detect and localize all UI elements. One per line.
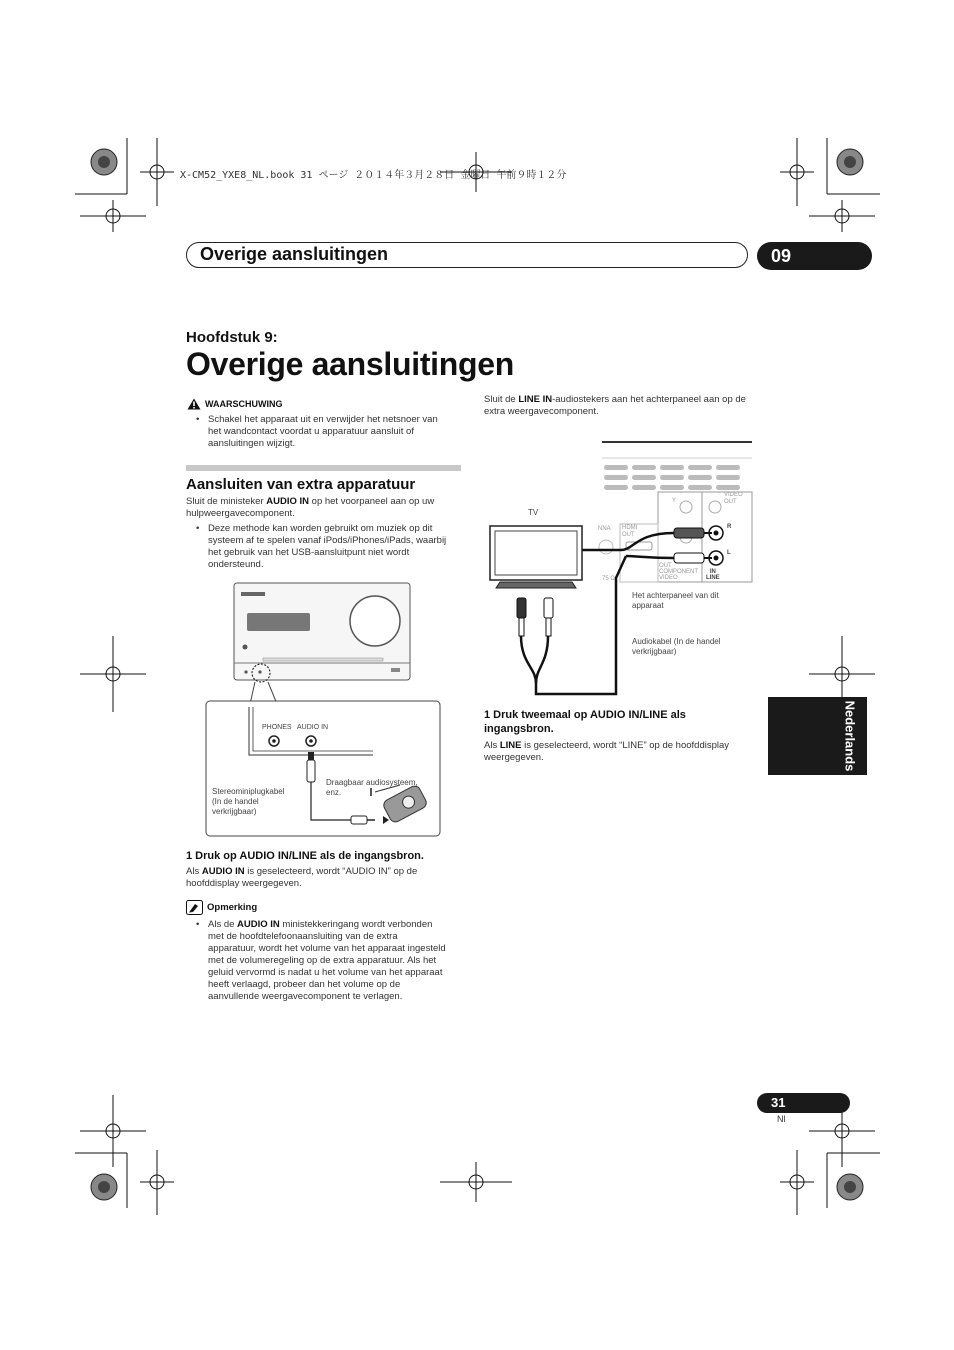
ohm-label: 75 Ω xyxy=(602,576,615,582)
cable-label-line: verkrijgbaar) xyxy=(212,807,257,816)
video-out-line: VIDEO xyxy=(724,492,743,498)
warning-text xyxy=(208,414,438,450)
note-icon xyxy=(186,900,203,915)
page-language: Nl xyxy=(777,1114,786,1124)
audio-cable-label xyxy=(632,637,721,657)
step-title-line: 1 Druk tweemaal op AUDIO IN/LINE als xyxy=(484,709,686,721)
chapter-bar-title: Overige aansluitingen xyxy=(200,244,389,264)
component-line: COMPONENT xyxy=(659,569,698,575)
audio-in-label: AUDIO IN xyxy=(297,724,329,731)
audio-cable-line: Audiokabel (In de handel xyxy=(632,637,721,646)
portable-label-line: Draagbaar audiosysteem, xyxy=(326,778,418,787)
component-line: OUT xyxy=(659,563,672,569)
antenna-label: NNA xyxy=(598,526,611,532)
portable-label-line: enz. xyxy=(326,788,342,797)
note-line: apparatuur, wordt het volume van het apparaat ingesteld xyxy=(208,943,446,954)
note-line: met de hoofdtelefoonaansluiting van de extra xyxy=(208,931,398,942)
hdmi-line: HDMI xyxy=(622,525,638,531)
intro-text: extra weergavecomponent. xyxy=(484,406,599,417)
in-line-label xyxy=(706,569,720,581)
note-text xyxy=(208,919,446,1003)
back-panel-line: apparaat xyxy=(632,601,664,610)
note-line: aanvullende weergavecomponent te verlagen. xyxy=(208,991,403,1002)
step-1-right-text xyxy=(484,740,729,764)
portable-label xyxy=(326,778,418,798)
in-line-line: LINE xyxy=(706,575,720,581)
hdmi-out-label xyxy=(622,525,637,539)
warning-icon xyxy=(187,398,201,410)
intro-text: Sluit de ministeker xyxy=(186,496,267,507)
step-text: weergegeven. xyxy=(484,752,544,763)
hdmi-line: OUT xyxy=(622,532,635,538)
warning-line: het wandcontact voordat u apparatuur aansluit of xyxy=(208,426,414,437)
intro-text: hulpweergavecomponent. xyxy=(186,508,295,519)
ch-l-label: L xyxy=(727,550,731,556)
print-header: X-CM52_YXE8_NL.book 31 ページ ２０１４年３月２８日 金曜日 午前９時１２分 xyxy=(180,170,567,181)
bullet-dot: • xyxy=(196,919,200,930)
warning-line: Schakel het apparaat uit en verwijder het netsnoer van xyxy=(208,414,438,425)
step-text: Als xyxy=(484,740,500,751)
page-number-badge: 31 xyxy=(757,1093,850,1113)
cable-label xyxy=(212,787,285,817)
cable-label-line: (In de handel xyxy=(212,797,259,806)
video-out-label xyxy=(724,492,743,506)
step-1-title: 1 Druk op AUDIO IN/LINE als de ingangsbron. xyxy=(186,850,424,862)
cable-label-line: Stereominiplugkabel xyxy=(212,787,285,796)
note-bold: AUDIO IN xyxy=(237,919,280,930)
step-bold: AUDIO IN xyxy=(201,866,245,877)
audio-cable-line: verkrijgbaar) xyxy=(632,647,677,656)
note-line: heeft verlaagd, probeer dan het volume op de xyxy=(208,979,401,990)
step-text: hoofddisplay weergegeven. xyxy=(186,878,302,889)
note-line: met de volumeregeling op de extra apparatuur. Als het xyxy=(208,955,437,966)
component-label xyxy=(659,563,698,581)
bullet-dot: • xyxy=(196,523,200,534)
intro-bold: AUDIO IN xyxy=(266,496,310,507)
step-text: Als xyxy=(186,866,202,877)
bullet-line: het gebruik van het USB-aansluitpunt niet wordt xyxy=(208,547,410,558)
note-title: Opmerking xyxy=(207,902,258,913)
step-1-right-title xyxy=(484,708,686,736)
warning-line: aansluitingen wijzigt. xyxy=(208,438,296,449)
brand-logo xyxy=(241,592,265,596)
video-out-line: OUT xyxy=(724,499,737,505)
tv-screen xyxy=(490,526,582,580)
page-title: Overige aansluitingen xyxy=(186,346,515,382)
volume-knob xyxy=(350,596,400,646)
bullet-line: systeem af te spelen vanaf iPods/iPhones/iPads, waarbij xyxy=(208,535,447,546)
intro-text: -audiostekers aan het achterpaneel aan op de xyxy=(552,394,746,405)
note-line: Als de xyxy=(208,919,238,930)
tv-label: TV xyxy=(528,508,539,517)
y-label: Y xyxy=(672,498,677,504)
language-tab-text xyxy=(768,697,867,775)
warning-title: WAARSCHUWING xyxy=(205,399,283,409)
note-line: geluid vervormd is nadat u het volume van het apparaat xyxy=(208,967,443,978)
back-panel-line: Het achterpaneel van dit xyxy=(632,591,719,600)
ch-r-label: R xyxy=(727,524,732,530)
display-window xyxy=(247,613,310,631)
component-line: VIDEO xyxy=(659,575,678,581)
step-title-line: ingangsbron. xyxy=(484,723,554,735)
intro-bold: LINE IN xyxy=(518,394,553,405)
step-text: is geselecteerd, wordt “LINE” op de hoofddisplay xyxy=(521,740,730,751)
back-panel-label xyxy=(632,591,719,611)
bullet-dot: • xyxy=(196,414,200,425)
right-intro xyxy=(484,394,746,418)
step-bold: LINE xyxy=(499,740,522,751)
section-title: Aansluiten van extra apparatuur xyxy=(186,476,416,493)
chapter-number-badge: 09 xyxy=(757,242,872,270)
phones-label: PHONES xyxy=(262,724,292,731)
section-divider xyxy=(186,465,461,471)
intro-text: op het voorpaneel aan op uw xyxy=(309,496,435,507)
step-text: is geselecteerd, wordt “AUDIO IN” op de xyxy=(244,866,418,877)
section-intro xyxy=(186,496,434,520)
note-line: ministekkeringang wordt verbonden xyxy=(279,919,433,930)
in-line-line: IN xyxy=(709,569,716,575)
section-bullet xyxy=(208,523,446,571)
intro-text: Sluit de xyxy=(484,394,519,405)
bullet-line: ondersteund. xyxy=(208,559,264,570)
step-1-text xyxy=(186,866,417,890)
language-tab-label: Nederlands xyxy=(842,700,858,772)
chapter-label: Hoofdstuk 9: xyxy=(186,329,278,346)
bullet-line: Deze methode kan worden gebruikt om muziek op dit xyxy=(208,523,433,534)
